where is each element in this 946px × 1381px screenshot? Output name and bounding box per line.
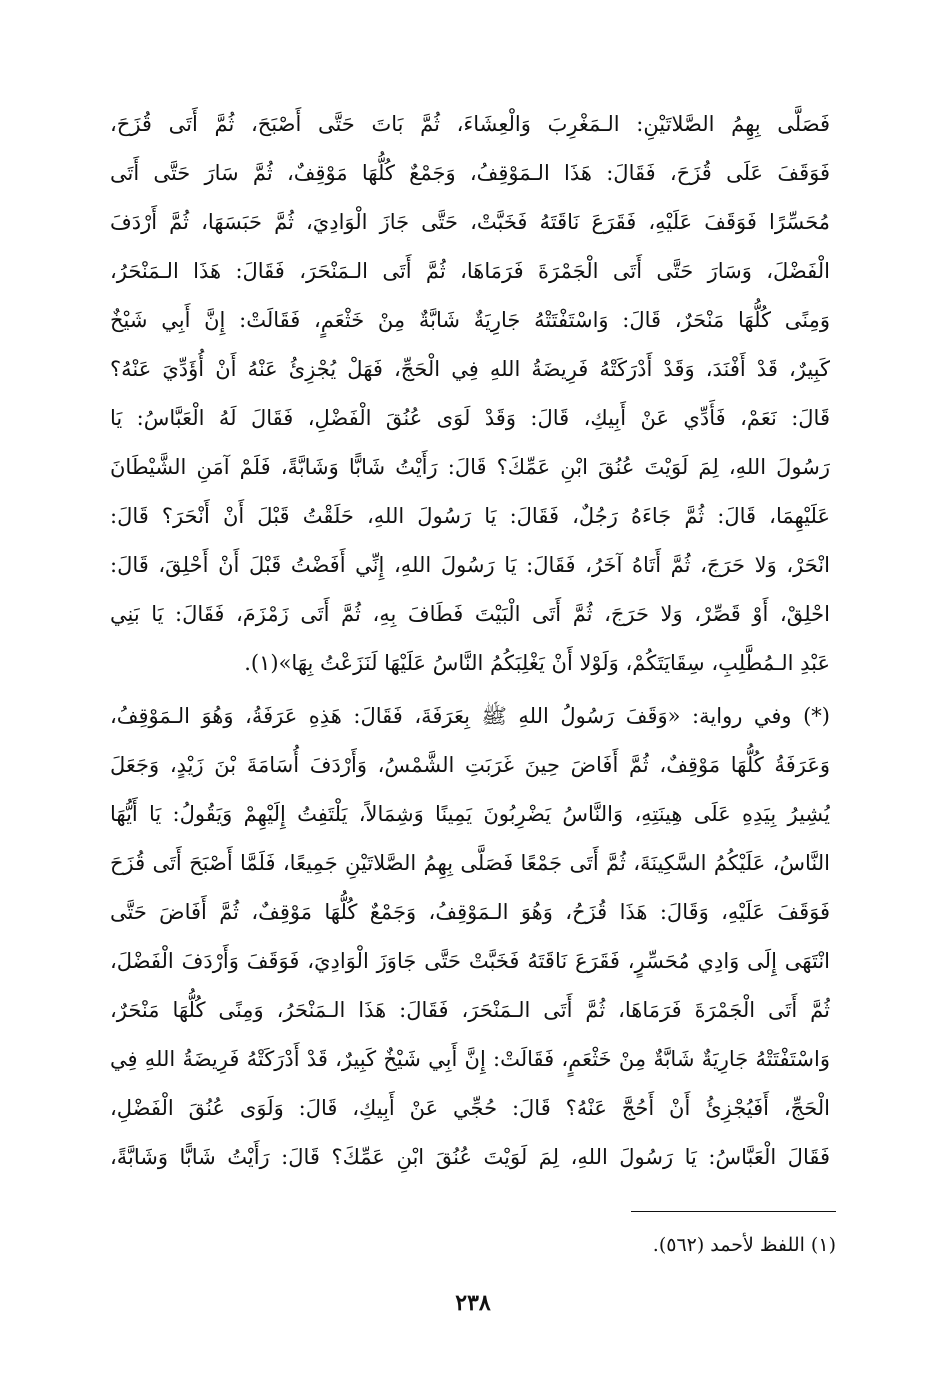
text-line: كَبِيرٌ، قَدْ أَفْنَدَ، وَقَدْ أَدْرَكَتْهُ فَرِيضَةُ اللهِ فِي الْحَجِّ، فَهَلْ يُجْزِئُ عَنْهُ أَنْ أُؤَدِّيَ عَنْهُ؟: [110, 357, 830, 381]
text-line: فَقَالَ الْعَبَّاسُ: يَا رَسُولَ اللهِ، لِمَ لَوَيْتَ عُنُقَ ابْنِ عَمِّكَ؟ قَالَ: رَأَيْتُ شَابًّا وَشَابَّةً،: [110, 1145, 830, 1169]
text-line: (*) وفي رواية: «وَقَفَ رَسُولُ اللهِ ﷺ بِعَرَفَةَ، فَقَالَ: هَذِهِ عَرَفَةُ، وَهُوَ الـمَوْقِفُ،: [110, 704, 830, 728]
text-line: يُشِيرُ بِيَدِهِ عَلَى هِينَتِهِ، وَالنَّاسُ يَضْرِبُونَ يَمِينًا وَشِمَالاً، يَلْتَفِتُ إِلَيْهِمْ وَيَقُولُ: يَا أَيُّهَا: [110, 802, 830, 826]
text-line: انْحَرْ، وَلا حَرَجَ، ثُمَّ أَتَاهُ آخَرُ، فَقَالَ: يَا رَسُولَ اللهِ، إِنِّي أَفَضْتُ قَبْلَ أَنْ أَحْلِقَ، قَالَ:: [110, 553, 830, 577]
text-line: فَوَقَفَ عَلَى قُزَحَ، فَقَالَ: هَذَا الـمَوْقِفُ، وَجَمْعٌ كُلُّهَا مَوْقِفٌ، ثُمَّ سَارَ حَتَّى أَتَى: [110, 161, 830, 185]
text-line: احْلِقْ، أَوْ قَصِّرْ، وَلا حَرَجَ، ثُمَّ أَتَى الْبَيْتَ فَطَافَ بِهِ، ثُمَّ أَتَى زَمْزَمَ، فَقَالَ: يَا بَنِي: [110, 602, 830, 626]
text-line: قَالَ: نَعَمْ، فَأَدِّي عَنْ أَبِيكِ، قَالَ: وَقَدْ لَوَى عُنُقَ الْفَضْلِ، فَقَالَ لَهُ الْعَبَّاسُ: يَا: [110, 406, 830, 430]
text-line: وَمِنًى كُلُّهَا مَنْحَرٌ، قَالَ: وَاسْتَفْتَتْهُ جَارِيَةٌ شَابَّةٌ مِنْ خَثْعَمٍ، فَقَالَتْ: إِنَّ أَبِي شَيْخٌ: [110, 308, 830, 332]
paragraph-1: [110, 100, 830, 688]
text-line: مُحَسِّرًا فَوَقَفَ عَلَيْهِ، فَقَرَعَ نَاقَتَهُ فَخَبَّتْ، حَتَّى جَازَ الْوَادِيَ، ثُمَّ حَبَسَهَا، ثُمَّ أَرْدَفَ: [110, 210, 830, 234]
text-line: وَعَرَفَةُ كُلُّهَا مَوْقِفٌ، ثُمَّ أَفَاضَ حِينَ غَرَبَتِ الشَّمْسُ، وَأَرْدَفَ أُسَامَةَ بْنَ زَيْدٍ، وَجَعَلَ: [110, 753, 830, 777]
page-number: ٢٣٨: [455, 1290, 491, 1316]
text-line: عَبْدِ الـمُطَّلِبِ، سِقَايَتَكُمْ، وَلَوْلا أَنْ يَغْلِبَكُمُ النَّاسُ عَلَيْهَا لَنَزَعْتُ بِهَا»(١).: [244, 651, 830, 675]
paragraph-2: [110, 692, 830, 1182]
text-line: فَوَقَفَ عَلَيْهِ، وَقَالَ: هَذَا قُزَحُ، وَهُوَ الـمَوْقِفُ، وَجَمْعٌ كُلُّهَا مَوْقِفٌ، ثُمَّ أَفَاضَ حَتَّى: [110, 900, 830, 924]
text-line: وَاسْتَفْتَتْهُ جَارِيَةٌ شَابَّةٌ مِنْ خَثْعَمٍ، فَقَالَتْ: إِنَّ أَبِي شَيْخٌ كَبِيرٌ، قَدْ أَدْرَكَتْهُ فَرِيضَةُ اللهِ فِي: [110, 1047, 830, 1071]
text-line: الْحَجِّ، أَفَيُجْزِئُ أَنْ أَحُجَّ عَنْهُ؟ قَالَ: حُجِّي عَنْ أَبِيكِ، قَالَ: وَلَوَى عُنُقَ الْفَضْلِ،: [110, 1096, 830, 1120]
main-text: [110, 100, 830, 1182]
footnote: (١) اللفظ لأحمد (٥٦٢).: [652, 1234, 836, 1256]
text-line: النَّاسُ، عَلَيْكُمُ السَّكِينَةَ، ثُمَّ أَتَى جَمْعًا فَصَلَّى بِهِمُ الصَّلاتَيْنِ جَمِيعًا، فَلَمَّا أَصْبَحَ أَتَى قُزَحَ: [110, 851, 830, 875]
text-line: فَصَلَّى بِهِمُ الصَّلاتَيْنِ: الـمَغْرِبَ وَالْعِشَاءَ، ثُمَّ بَاتَ حَتَّى أَصْبَحَ، ثُمَّ أَتَى قُزَحَ،: [110, 112, 830, 136]
text-line: عَلَيْهِمَا، قَالَ: ثُمَّ جَاءَهُ رَجُلٌ، فَقَالَ: يَا رَسُولَ اللهِ، حَلَقْتُ قَبْلَ أَنْ أَنْحَرَ؟ قَالَ:: [110, 504, 830, 528]
text-line: الْفَضْلَ، وَسَارَ حَتَّى أَتَى الْجَمْرَةَ فَرَمَاهَا، ثُمَّ أَتَى الـمَنْحَرَ، فَقَالَ: هَذَا الـمَنْحَرُ،: [110, 259, 830, 283]
text-line: انْتَهَى إِلَى وَادِي مُحَسِّرٍ، فَقَرَعَ نَاقَتَهُ فَخَبَّتْ حَتَّى جَاوَزَ الْوَادِيَ، فَوَقَفَ وَأَرْدَفَ الْفَضْلَ،: [110, 949, 830, 973]
text-line: رَسُولَ اللهِ، لِمَ لَوَيْتَ عُنُقَ ابْنِ عَمِّكَ؟ قَالَ: رَأَيْتُ شَابًّا وَشَابَّةً، فَلَمْ آمَنِ الشَّيْطَانَ: [110, 455, 830, 479]
footnote-separator: [631, 1211, 836, 1212]
text-line: ثُمَّ أَتَى الْجَمْرَةَ فَرَمَاهَا، ثُمَّ أَتَى الـمَنْحَرَ، فَقَالَ: هَذَا الـمَنْحَرُ، وَمِنًى كُلُّهَا مَنْحَرٌ،: [110, 998, 830, 1022]
